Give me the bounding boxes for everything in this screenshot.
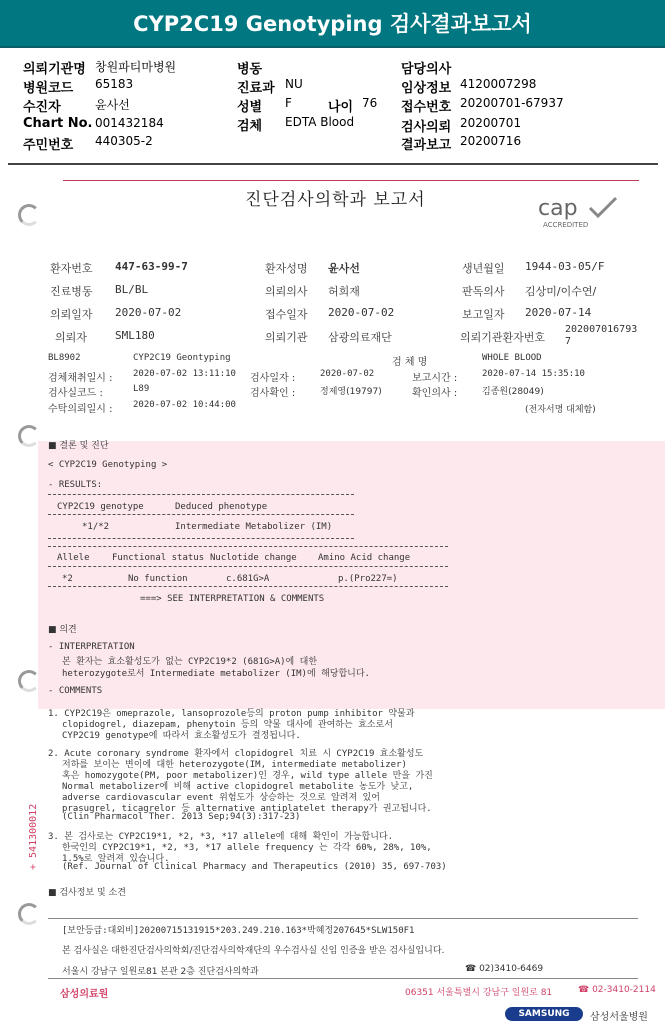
meta-label: 의뢰기관: [265, 331, 308, 344]
meta-label: 환자번호: [50, 262, 93, 275]
sex-label: 성별: [237, 100, 263, 115]
footer-address: 06351 서울특별시 강남구 일원로 81: [405, 988, 553, 998]
lab-code-value: L89: [133, 384, 150, 394]
comment-line: 2. Acute coronary syndrome 환자에서 clopidogrel 치료 시 CYP2C19 효소활성도: [48, 749, 424, 759]
confirm-value: 김종원(28049): [482, 387, 544, 397]
cap-logo: [538, 196, 618, 232]
meta-label: 보고일자: [462, 308, 505, 321]
comment-line: adverse cardiovascular event 위험도가 상승하는 것으로 알려져 있어: [62, 793, 380, 803]
hospital-code-value: 65183: [95, 77, 134, 91]
meta-value: 삼광의료재단: [328, 331, 392, 344]
punch-hole-icon: [18, 425, 40, 447]
report-title: 진단검사의학과 보고서: [245, 190, 426, 210]
meta-value: 허희재: [328, 285, 360, 298]
sign-note: (전자서명 대체함): [525, 405, 596, 415]
phenotype-header: Deduced phenotype: [175, 502, 268, 512]
functional-header: Functional status: [112, 553, 205, 563]
doctor-label: 담당의사: [401, 62, 452, 77]
divider: [48, 566, 448, 567]
divider: [48, 494, 354, 495]
test-code: BL8902: [48, 353, 81, 363]
footer-tel: ☎ 02-3410-2114: [578, 985, 656, 995]
divider: [48, 586, 448, 587]
checkmark-icon: [588, 196, 618, 218]
meta-label: 진료병동: [50, 285, 93, 298]
report-time-label: 보고시간 :: [412, 373, 458, 384]
meta-value: BL/BL: [115, 283, 149, 296]
request-date-value: 20200701: [460, 116, 522, 130]
meta-label: 의뢰기관환자번호: [460, 331, 546, 344]
exam-date-value: 2020-07-02: [320, 369, 375, 379]
specimen-value: EDTA Blood: [285, 115, 355, 129]
meta-label: 의뢰일자: [50, 308, 93, 321]
clinical-label: 임상정보: [401, 81, 452, 96]
cap-sub: ACCREDITED: [543, 221, 589, 229]
interp-label: - INTERPRETATION: [48, 642, 135, 652]
meta-label: 생년월일: [462, 262, 505, 275]
comment-line: 1. CYP2C19은 omeprazole, lansoprozole등의 proton pump inhibitor 약물과: [48, 709, 415, 719]
requester-label: 의뢰기관명: [23, 62, 86, 77]
meta-value: 2020070167937: [565, 324, 638, 347]
age-value: 76: [362, 96, 378, 110]
amino-header: Amino Acid change: [318, 553, 411, 563]
genotype-header: CYP2C19 genotype: [57, 502, 144, 512]
hospital-name: 삼성서울병원: [590, 1012, 648, 1023]
comment-line: 3. 본 검사로는 CYP2C19*1, *2, *3, *17 allele에 대해 확인이 가능합니다.: [48, 832, 394, 842]
receipt-value: 20200701-67937: [460, 96, 564, 110]
side-code: + 541300012: [28, 803, 39, 870]
patient-value: 윤사선: [95, 98, 130, 112]
divider: [48, 978, 638, 979]
requester-value: 창원파티마병원: [95, 60, 177, 74]
cert-line: 본 검사실은 대한진단검사의학회/진단검사의학재단의 우수검사실 신임 인증을 받은 검사실입니다.: [62, 946, 445, 956]
ssn-value: 440305-2: [95, 134, 153, 148]
functional-value: No function: [128, 574, 188, 584]
amino-value: p.(Pro227=): [338, 574, 398, 584]
comment-line: 혹은 homozygote(PM, poor metabolizer)인 경우, wild type allele 만을 가진: [62, 771, 433, 781]
lab-code-label: 검사실코드 :: [48, 388, 103, 399]
specimen-name-value: WHOLE BLOOD: [482, 353, 542, 363]
comment-line: 1.5%로 알려져 있습니다.: [62, 854, 170, 864]
meta-value: 2020-07-02: [328, 306, 395, 319]
interp-line: heterozygote로서 Intermediate metabolizer (IM)에 해당합니다.: [62, 669, 370, 679]
allele-value: *2: [62, 574, 73, 584]
comments-label: - COMMENTS: [48, 686, 103, 696]
meta-value: 2020-07-14: [525, 306, 592, 319]
meta-value: 447-63-99-7: [115, 260, 188, 273]
opinion-heading: ■ 의견: [48, 625, 77, 635]
header-divider: [8, 163, 658, 165]
specimen-name-label: 검 체 명: [392, 357, 428, 368]
meta-value: 윤사선: [328, 262, 360, 275]
meta-label: 접수일자: [265, 308, 308, 321]
report-date-label: 결과보고: [401, 138, 452, 153]
test-name: CYP2C19 Geontyping: [133, 353, 231, 363]
meta-value: 김상미/이수연/: [525, 285, 597, 298]
nucleotide-value: c.681G>A: [226, 574, 270, 584]
collect-label: 검체채취일시 :: [48, 373, 113, 384]
phenotype-value: Intermediate Metabolizer (IM): [175, 522, 333, 532]
ward-label: 병동: [237, 62, 263, 77]
comment-line: (Ref. Journal of Clinical Pharmacy and Therapeutics (2010) 35, 697-703): [62, 862, 447, 872]
meta-label: 의뢰의사: [265, 285, 308, 298]
security-line: [보안등급:대외비]20200715131915*203.249.210.163*박혜정207645*SLW150F1: [62, 926, 415, 936]
nucleotide-header: Nuclotide change: [210, 553, 297, 563]
dept-label: 진료과: [237, 81, 275, 96]
report-header: CYP2C19 Genotyping 검사결과보고서: [0, 0, 665, 48]
divider: [48, 546, 448, 547]
meta-label: 의뢰자: [55, 331, 87, 344]
meta-label: 판독의사: [462, 285, 505, 298]
allele-header: Allele: [57, 553, 90, 563]
report-date-value: 20200716: [460, 134, 522, 148]
chart-value: 001432184: [95, 116, 164, 130]
comment-line: clopidogrel, diazepam, phenytoin 등의 약물 대사에 관여하는 효소로서: [62, 720, 393, 730]
see-note: ===> SEE INTERPRETATION & COMMENTS: [140, 594, 325, 604]
dept-value: NU: [285, 77, 303, 91]
samsung-logo: SAMSUNG: [505, 1007, 583, 1021]
meta-value: 1944-03-05/F: [525, 260, 605, 273]
check-value: 정제영(19797): [320, 387, 382, 397]
punch-hole-icon: [18, 204, 40, 226]
lab-tel: ☎ 02)3410-6469: [465, 964, 544, 974]
bottom-heading: ■ 검사정보 및 소견: [48, 888, 126, 898]
comment-line: 한국인의 CYP2C19*1, *2, *3, *17 allele frequency 는 각각 60%, 28%, 10%,: [62, 843, 432, 853]
receipt-label: 접수번호: [401, 100, 452, 115]
comment-line: (Clin Pharmacol Ther. 2013 Sep;94(3):317-23): [62, 812, 301, 822]
interp-line: 본 환자는 효소활성도가 없는 CYP2C19*2 (681G>A)에 대한: [62, 657, 318, 667]
specimen-label: 검체: [237, 119, 263, 134]
chart-label: Chart No.: [23, 116, 93, 131]
results-test: < CYP2C19 Genotyping >: [48, 460, 168, 470]
patient-label: 수진자: [23, 100, 61, 115]
results-label: - RESULTS:: [48, 480, 103, 490]
age-label: 나이: [328, 100, 354, 115]
ssn-label: 주민번호: [23, 138, 74, 153]
divider: [48, 918, 638, 919]
divider: [48, 538, 354, 539]
report-time-value: 2020-07-14 15:35:10: [482, 369, 585, 379]
comment-line: CYP2C19 genotype에 따라서 효소활성도가 결정됩니다.: [62, 731, 301, 741]
comment-line: prasugrel, ticagrelor 등 alternative antiplatelet therapy가 권고됩니다.: [62, 804, 432, 814]
results-heading: ■ 결론 및 진단: [48, 441, 109, 451]
punch-hole-icon: [18, 670, 40, 692]
sex-value: F: [285, 96, 292, 110]
comment-line: 저하를 보이는 변이에 대한 heterozygote(IM, intermediate metabolizer): [62, 760, 407, 770]
lab-address: 서울시 강남구 일원로81 본관 2층 진단검사의학과: [62, 967, 259, 977]
punch-hole-icon: [18, 903, 40, 925]
confirm-label: 확인의사 :: [412, 388, 458, 399]
divider: [48, 514, 354, 515]
collect-value: 2020-07-02 13:11:10: [133, 369, 236, 379]
cap-text: cap: [538, 196, 578, 221]
footer-org: 삼성의료원: [60, 989, 109, 1000]
meta-label: 환자성명: [265, 262, 308, 275]
exam-date-label: 검사일자 :: [250, 373, 296, 384]
hospital-code-label: 병원코드: [23, 81, 74, 96]
request-date-label: 검사의뢰: [401, 120, 452, 135]
report-top-line: [63, 180, 639, 181]
receive-label: 수탁의뢰일시 :: [48, 404, 113, 415]
meta-value: SML180: [115, 329, 155, 342]
clinical-value: 4120007298: [460, 77, 537, 91]
comment-line: Normal metabolizer에 비해 active clopidogrel metabolite 농도가 낮고,: [62, 782, 414, 792]
receive-value: 2020-07-02 10:44:00: [133, 400, 236, 410]
check-label: 검사확인 :: [250, 388, 296, 399]
footer: [0, 980, 665, 1031]
meta-value: 2020-07-02: [115, 306, 182, 319]
genotype-value: *1/*2: [82, 522, 110, 532]
